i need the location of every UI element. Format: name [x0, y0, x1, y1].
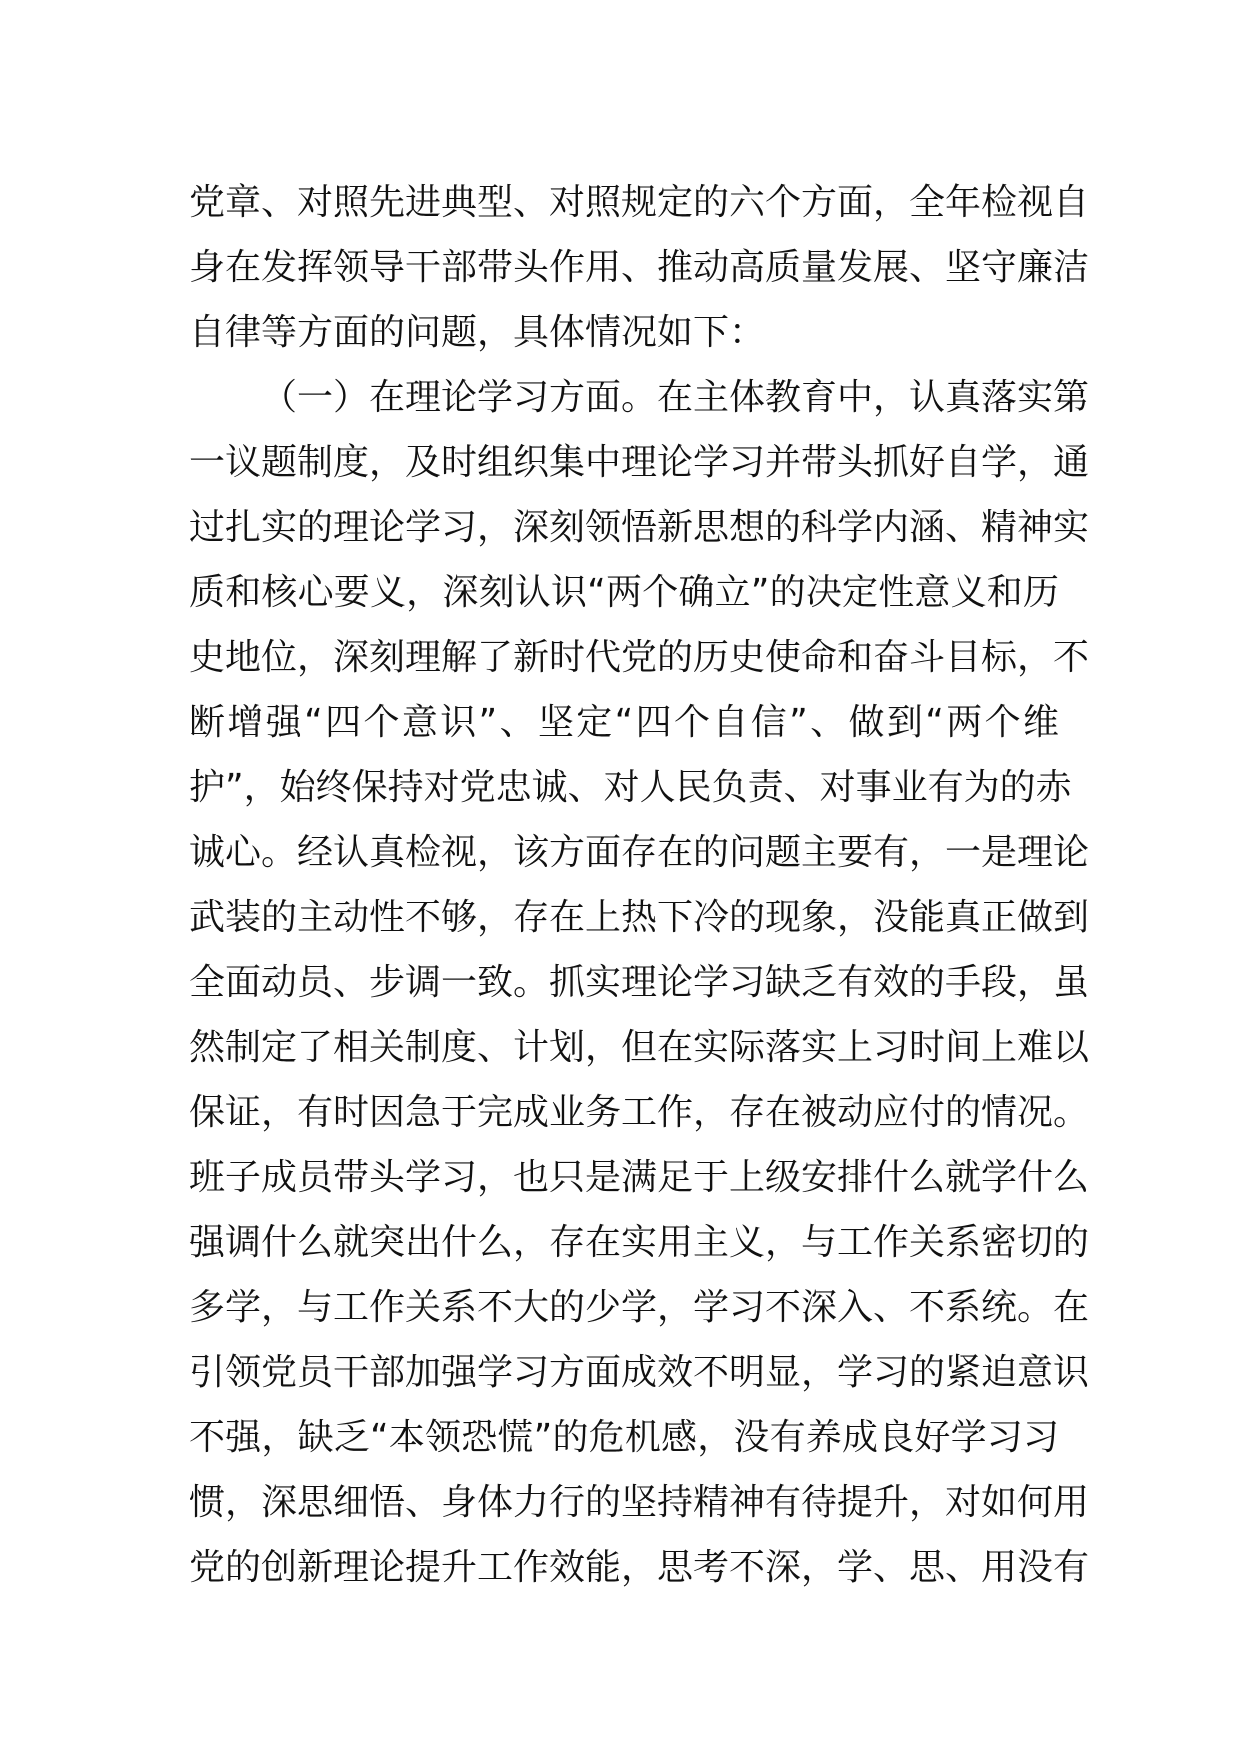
text-line: 全面动员、步调一致。抓实理论学习缺乏有效的手段，虽 [189, 962, 1090, 1003]
text-line: 党的创新理论提升工作效能，思考不深，学、思、用没有 [189, 1547, 1090, 1588]
text-line: 多学，与工作关系不大的少学，学习不深入、不系统。在 [189, 1287, 1090, 1328]
text-line: 史地位，深刻理解了新时代党的历史使命和奋斗目标，不 [189, 637, 1090, 678]
text-line: 武装的主动性不够，存在上热下冷的现象，没能真正做到 [189, 897, 1090, 938]
text-line: 然制定了相关制度、计划，但在实际落实上习时间上难以 [189, 1027, 1090, 1068]
text-line: 诚心。经认真检视，该方面存在的问题主要有，一是理论 [189, 832, 1090, 873]
text-line: 断增强“四个意识”、坚定“四个自信”、做到“两个维 [189, 702, 1059, 743]
text-line: 保证，有时因急于完成业务工作，存在被动应付的情况。 [189, 1092, 1090, 1133]
text-line: 质和核心要义，深刻认识“两个确立”的决定性意义和历 [189, 572, 1059, 613]
document-body [189, 170, 1090, 1600]
text-line: 引领党员干部加强学习方面成效不明显，学习的紧迫意识 [189, 1352, 1090, 1393]
text-line: 一议题制度，及时组织集中理论学习并带头抓好自学，通 [189, 442, 1090, 483]
text-line: 过扎实的理论学习，深刻领悟新思想的科学内涵、精神实 [189, 507, 1090, 548]
text-line: 党章、对照先进典型、对照规定的六个方面，全年检视自 [189, 182, 1090, 223]
text-line: 护”，始终保持对党忠诚、对人民负责、对事业有为的赤 [189, 767, 1072, 808]
text-line: 惯，深思细悟、身体力行的坚持精神有待提升，对如何用 [189, 1482, 1090, 1523]
text-line: 自律等方面的问题，具体情况如下： [189, 312, 766, 353]
text-line: 不强，缺乏“本领恐慌”的危机感，没有养成良好学习习 [189, 1417, 1059, 1458]
text-line: 身在发挥领导干部带头作用、推动高质量发展、坚守廉洁 [189, 247, 1090, 288]
text-line: 班子成员带头学习，也只是满足于上级安排什么就学什么 [189, 1157, 1090, 1198]
section-heading-line: （一）在理论学习方面。在主体教育中，认真落实第 [261, 377, 1090, 418]
text-line: 强调什么就突出什么，存在实用主义，与工作关系密切的 [189, 1222, 1090, 1263]
